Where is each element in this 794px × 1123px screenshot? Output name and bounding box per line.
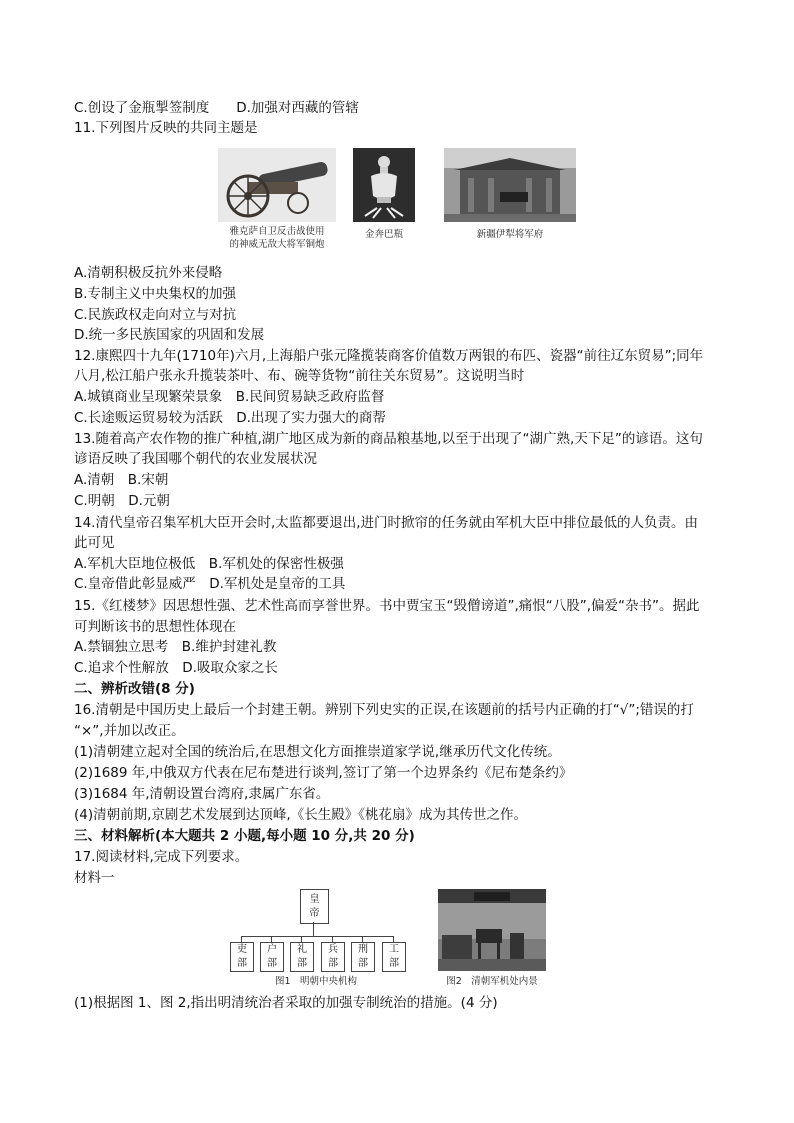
option-line: C.创设了金瓶掣签制度 D.加强对西藏的管辖: [74, 100, 359, 116]
option-line: C.长途贩运贸易较为活跃 D.出现了实力强大的商帮: [74, 410, 386, 426]
yili-caption: 新疆伊犁将军府: [476, 229, 544, 240]
ministry-box: 礼 部: [290, 942, 314, 972]
question-stem: “×”,并加以改正。: [74, 723, 185, 739]
option-line: A.城镇商业呈现繁荣景象 B.民间贸易缺乏政府监督: [74, 389, 385, 405]
ministry-box: 刑 部: [351, 942, 375, 972]
cannon-caption-2: 的神威无敌大将军铜炮: [229, 239, 325, 250]
statement: (2)1689 年,中俄双方代表在尼布楚进行谈判,签订了第一个边界条约《尼布楚条约》: [74, 765, 573, 781]
cannon-photo: [218, 148, 336, 222]
question-stem: 可判断该书的思想性体现在: [74, 619, 236, 635]
option-line: A.清朝 B.宋朝: [74, 472, 169, 488]
question-stem: 11.下列图片反映的共同主题是: [74, 120, 258, 136]
option-b: B.专制主义中央集权的加强: [74, 286, 237, 302]
statement: (1)清朝建立起对全国的统治后,在思想文化方面推崇道家学说,继承历代文化传统。: [74, 744, 561, 760]
option-d: D.统一多民族国家的巩固和发展: [74, 327, 265, 343]
question-stem: 17.阅读材料,完成下列要求。: [74, 849, 249, 865]
question-stem: 14.清代皇帝召集军机大臣开会时,太监都要退出,进门时掀帘的任务就由军机大臣中排位最低的人负责。由: [74, 515, 699, 531]
option-a: A.清朝积极反抗外来侵略: [74, 265, 223, 281]
question-stem: 16.清朝是中国历史上最后一个封建王朝。辨别下列史实的正误,在该题前的括号内正确的打“√”;错误的打: [74, 702, 694, 718]
statement: (4)清朝前期,京剧艺术发展到达顶峰,《长生殿》《桃花扇》成为其传世之作。: [74, 807, 527, 823]
option-line: A.军机大臣地位极低 B.军机处的保密性极强: [74, 556, 344, 572]
vase-caption: 金奔巴瓶: [364, 229, 403, 240]
ministry-box: 工 部: [382, 942, 406, 972]
ministry-box: 户 部: [260, 942, 284, 972]
ministry-box: 吏 部: [230, 942, 254, 972]
material-label: 材料一: [74, 870, 115, 886]
golden-vase-photo: [353, 148, 415, 222]
question-stem: 谚语反映了我国哪个朝代的农业发展状况: [74, 451, 317, 467]
question-stem: 此可见: [74, 535, 115, 551]
option-c: C.民族政权走向对立与对抗: [74, 307, 237, 323]
fig1-caption: 图1 明朝中央机构: [274, 976, 358, 987]
option-line: C.明朝 D.元朝: [74, 493, 170, 509]
section-heading: 二、辨析改错(8 分): [74, 681, 195, 697]
grand-council-photo: [438, 889, 546, 971]
option-line: A.禁锢独立思考 B.维护封建礼教: [74, 639, 277, 655]
statement: (3)1684 年,清朝设置台湾府,隶属广东省。: [74, 786, 330, 802]
yili-mansion-photo: [444, 148, 576, 222]
option-line: C.追求个性解放 D.吸取众家之长: [74, 660, 278, 676]
ministry-box: 兵 部: [321, 942, 345, 972]
section-heading: 三、材料解析(本大题共 2 小题,每小题 10 分,共 20 分): [74, 828, 415, 844]
question-stem: 八月,松江船户张永升揽装茶叶、布、碗等货物“前往关东贸易”。这说明当时: [74, 368, 525, 384]
question-stem: 12.康熙四十九年(1710年)六月,上海船户张元隆揽装商客价值数万两银的布匹、瓷器“前往辽东贸易”;同年: [74, 348, 704, 364]
cannon-caption-1: 雅克萨自卫反击战使用: [229, 226, 325, 237]
emperor-box: 皇 帝: [300, 889, 329, 924]
question-stem: 15.《红楼梦》因思想性强、艺术性高而享誉世界。书中贾宝玉“毁僧谤道”,痛恨“八股”,偏爱“杂书”。据此: [74, 598, 700, 614]
option-line: C.皇帝借此彰显威严 D.军机处是皇帝的工具: [74, 576, 346, 592]
sub-question: (1)根据图 1、图 2,指出明清统治者采取的加强专制统治的措施。(4 分): [74, 995, 498, 1011]
fig2-caption: 图2 清朝军机处内景: [446, 976, 538, 987]
question-stem: 13.随着高产农作物的推广种植,湖广地区成为新的商品粮基地,以至于出现了“湖广熟,天下足”的谚语。这句: [74, 431, 703, 447]
